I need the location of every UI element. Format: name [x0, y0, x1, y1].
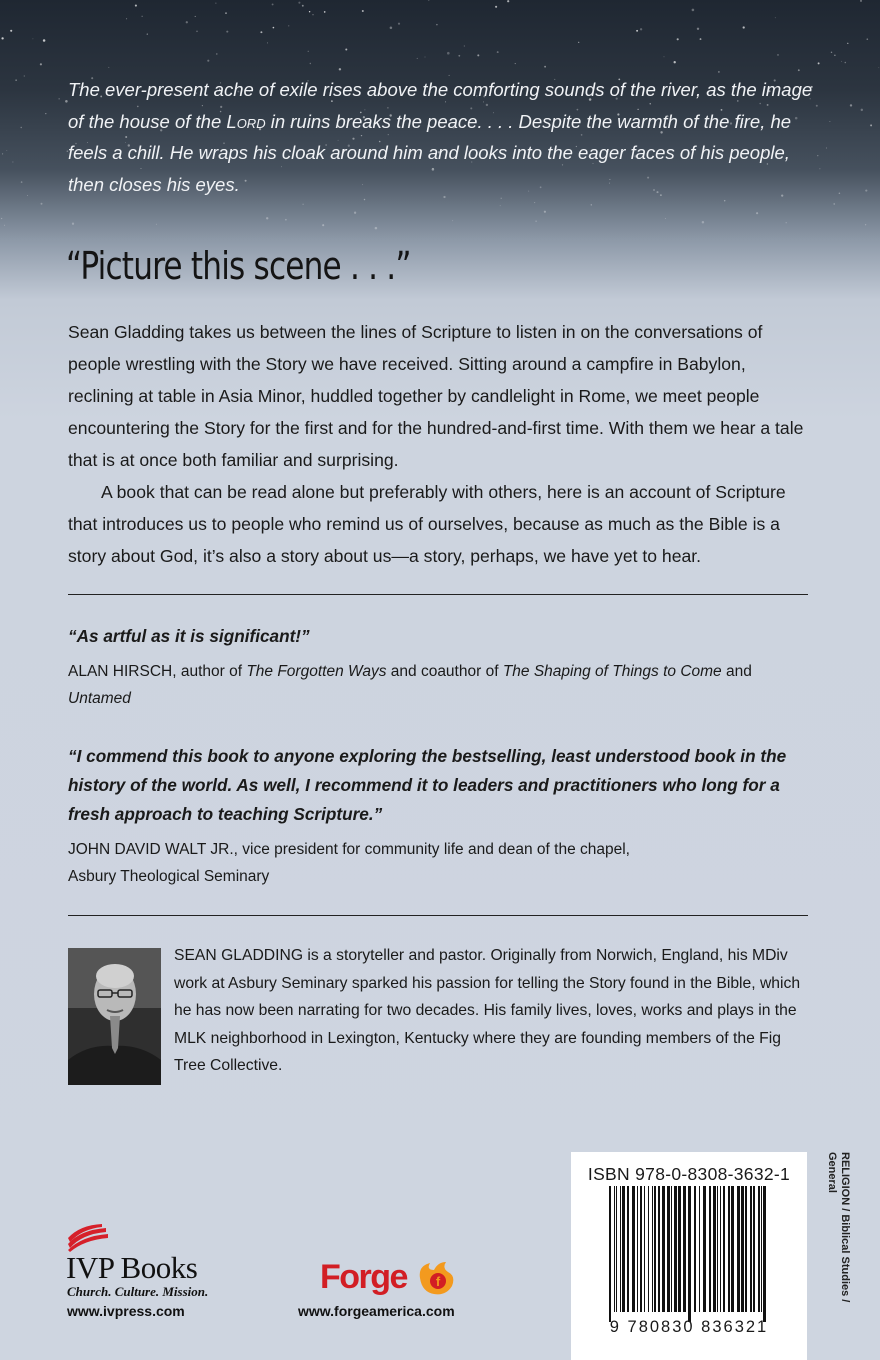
- star: [302, 5, 304, 7]
- star: [40, 63, 42, 65]
- barcode-bar: [678, 1186, 681, 1312]
- star: [1, 218, 2, 219]
- star: [495, 6, 497, 8]
- barcode-bar: [694, 1186, 696, 1312]
- star: [640, 28, 642, 30]
- star: [273, 27, 275, 29]
- star: [324, 11, 326, 13]
- star: [500, 205, 501, 206]
- star: [777, 54, 779, 56]
- barcode-bar: [671, 1186, 672, 1312]
- barcode-bar: [648, 1186, 649, 1312]
- barcode-bar: [720, 1186, 721, 1312]
- barcode-bar: [758, 1186, 760, 1312]
- star: [878, 67, 879, 68]
- star: [135, 5, 137, 7]
- star: [692, 9, 695, 12]
- endorsement-attribution-2: JOHN DAVID WALT JR., vice president for community life and dean of the chapel, Asbury Theological Seminary: [68, 841, 630, 885]
- star: [310, 63, 311, 64]
- star: [677, 38, 679, 40]
- barcode-bar: [703, 1186, 706, 1312]
- barcode-bar: [741, 1186, 744, 1312]
- star: [861, 109, 863, 111]
- author-bio: SEAN GLADDING is a storyteller and pastor. Originally from Norwich, England, his MDiv work at Asbury Seminary sparked his passion for telling the Story found in the Bible, which he has now been narrating for two decades. His family lives, loves, works and plays in the MLK neighborhood in Lexington, Kentucky where they are founding members of the Fig Tree Collective.: [174, 947, 801, 1074]
- barcode-bar: [753, 1186, 755, 1312]
- barcode-bar: [662, 1186, 665, 1312]
- star: [870, 124, 872, 126]
- star: [195, 16, 196, 17]
- star: [665, 218, 666, 219]
- star: [743, 26, 745, 28]
- barcode-bar: [745, 1186, 747, 1312]
- star: [10, 30, 12, 32]
- forge-flame-icon: [416, 1260, 456, 1296]
- star: [298, 2, 300, 4]
- ivp-books-name: IVP Books: [66, 1250, 198, 1285]
- star: [207, 60, 209, 62]
- star: [322, 224, 324, 226]
- star: [1, 37, 3, 39]
- star: [32, 38, 33, 39]
- star: [447, 52, 450, 55]
- star: [831, 52, 832, 53]
- description-paragraph-2: A book that can be read alone but preferably with others, here is an account of Scripture that introduces us to people who remind us of ourselves, because as much as the Bible is a story about God, it’s also a story about us—a story, perhaps, we have yet to hear.: [68, 482, 786, 566]
- star: [636, 30, 638, 32]
- forge-logo-text: Forge: [320, 1258, 407, 1296]
- barcode-bar: [688, 1186, 691, 1322]
- isbn-number: ISBN 978-0-8308-3632-1: [587, 1164, 791, 1184]
- star: [664, 56, 665, 57]
- star: [515, 63, 516, 64]
- star: [534, 202, 535, 203]
- divider-top: [68, 594, 808, 595]
- barcode-bar: [632, 1186, 635, 1312]
- star: [829, 121, 830, 122]
- star: [266, 217, 268, 219]
- barcode-bar: [627, 1186, 629, 1312]
- star: [477, 54, 479, 56]
- star: [4, 225, 5, 226]
- barcode-bar: [609, 1186, 611, 1322]
- star: [700, 38, 702, 40]
- barcode-bar: [709, 1186, 711, 1312]
- star: [867, 38, 869, 40]
- barcode-bars: [609, 1186, 769, 1326]
- star: [786, 222, 787, 223]
- barcode-bar: [640, 1186, 642, 1312]
- author-photo: [68, 948, 161, 1085]
- star: [818, 62, 820, 64]
- star: [390, 27, 393, 30]
- star: [156, 224, 157, 225]
- star: [425, 57, 426, 58]
- barcode-bar: [731, 1186, 734, 1312]
- star: [798, 69, 800, 71]
- star: [826, 148, 827, 149]
- star: [27, 195, 28, 196]
- star: [21, 181, 23, 183]
- star: [452, 220, 453, 221]
- barcode-bar: [699, 1186, 700, 1312]
- star: [702, 221, 704, 223]
- endorsement-quote-1: “As artful as it is significant!”: [68, 626, 310, 646]
- star: [535, 221, 536, 222]
- barcode-bar: [737, 1186, 740, 1312]
- star: [417, 58, 418, 59]
- star: [578, 42, 579, 43]
- star: [45, 113, 46, 114]
- star: [850, 104, 852, 106]
- star: [458, 55, 460, 57]
- star: [833, 203, 834, 204]
- star: [428, 0, 430, 1]
- star: [398, 23, 400, 25]
- barcode-bar: [616, 1186, 617, 1312]
- star: [12, 161, 13, 162]
- star: [839, 193, 841, 195]
- star: [345, 48, 347, 50]
- star: [819, 168, 820, 169]
- star: [312, 14, 313, 15]
- description-paragraph-1: Sean Gladding takes us between the lines of Scripture to listen in on the conversations of people wrestling with the Story we have received. Sitting around a campfire in Babylon, reclining at table in Asia Minor, huddled together by candlelight in Rome, we meet people encountering the Story for the first and for the hundred-and-first time. With them we hear a tale that is at once both familiar and surprising.: [68, 322, 804, 470]
- divider-bottom: [68, 915, 808, 916]
- barcode-bar: [620, 1186, 621, 1312]
- star: [15, 79, 16, 80]
- star: [72, 223, 74, 225]
- endorsement-quote-2: “I commend this book to anyone exploring the bestselling, least understood book in the history of the world. As well, I recommend it to leaders and practitioners who long for a fresh approach to teaching Scripture.”: [68, 746, 787, 824]
- ivp-url: www.ivpress.com: [67, 1303, 185, 1319]
- star: [21, 127, 22, 128]
- star: [285, 219, 287, 221]
- star: [544, 66, 546, 68]
- forge-url: www.forgeamerica.com: [298, 1303, 455, 1319]
- star: [697, 28, 699, 30]
- star: [43, 39, 46, 42]
- star: [775, 17, 776, 18]
- star: [41, 203, 43, 205]
- star: [308, 51, 309, 52]
- barcode-bar: [728, 1186, 730, 1312]
- barcode-digits: 9 780830 836321: [609, 1318, 769, 1336]
- star: [865, 224, 866, 225]
- star: [724, 200, 725, 201]
- star: [544, 211, 546, 213]
- ivp-tagline: Church. Culture. Mission.: [67, 1284, 209, 1299]
- headline-handwritten: “Picture this scene . . .”: [66, 244, 411, 288]
- barcode-bar: [652, 1186, 653, 1312]
- star: [841, 61, 842, 62]
- star: [464, 45, 465, 46]
- star: [375, 227, 378, 230]
- barcode-bar: [614, 1186, 615, 1312]
- svg-text:f: f: [435, 1274, 441, 1289]
- star: [302, 204, 303, 205]
- star: [215, 3, 216, 4]
- star: [362, 10, 364, 12]
- barcode-bar: [717, 1186, 718, 1312]
- star: [834, 55, 835, 56]
- star: [142, 16, 143, 17]
- opening-excerpt: The ever-present ache of exile rises above the comforting sounds of the river, as the image of the house of the Lord in ruins breaks the peace. . . . Despite the warmth of the fire, he feels a chill. He wraps his cloak around him and looks into the eager faces of his people, then closes his eyes.: [68, 79, 813, 195]
- star: [272, 3, 274, 5]
- barcode-bar: [763, 1186, 766, 1322]
- barcode-bar: [637, 1186, 638, 1312]
- star: [260, 31, 262, 33]
- bisac-category: RELIGION / Biblical Studies / General: [826, 1152, 851, 1303]
- endorsement-attribution-1: ALAN HIRSCH, author of The Forgotten Ways and coauthor of The Shaping of Things to Come and Untamed: [68, 663, 752, 707]
- star: [591, 204, 592, 205]
- barcode-bar: [750, 1186, 752, 1312]
- star: [226, 31, 228, 33]
- star: [186, 21, 188, 23]
- star: [126, 18, 127, 19]
- star: [267, 42, 268, 43]
- star: [507, 0, 509, 2]
- book-description: [68, 316, 810, 572]
- star: [354, 212, 356, 214]
- star: [865, 190, 867, 192]
- star: [2, 153, 3, 154]
- barcode-bar: [667, 1186, 670, 1312]
- barcode-bar: [658, 1186, 660, 1312]
- star: [845, 62, 847, 64]
- barcode-bar: [654, 1186, 656, 1312]
- star: [6, 150, 7, 151]
- ivp-logo-icon: [66, 1224, 110, 1252]
- star: [196, 30, 198, 32]
- barcode-bar: [723, 1186, 725, 1312]
- star: [216, 53, 217, 54]
- isbn-barcode-block: [571, 1152, 807, 1360]
- star: [436, 24, 438, 26]
- barcode-bar: [761, 1186, 762, 1312]
- star: [860, 0, 862, 2]
- barcode-bar: [713, 1186, 716, 1312]
- star: [674, 61, 676, 63]
- star: [147, 33, 148, 34]
- barcode-bar: [683, 1186, 686, 1312]
- star: [225, 12, 227, 14]
- barcode-bar: [644, 1186, 645, 1312]
- barcode-bar: [622, 1186, 625, 1312]
- star: [718, 71, 720, 73]
- star: [309, 11, 310, 12]
- star: [339, 68, 341, 70]
- star: [108, 67, 109, 68]
- star: [59, 98, 60, 99]
- star: [288, 25, 289, 26]
- star: [24, 76, 25, 77]
- star: [756, 212, 758, 214]
- star: [847, 43, 848, 44]
- star: [497, 51, 499, 53]
- barcode-bar: [674, 1186, 677, 1312]
